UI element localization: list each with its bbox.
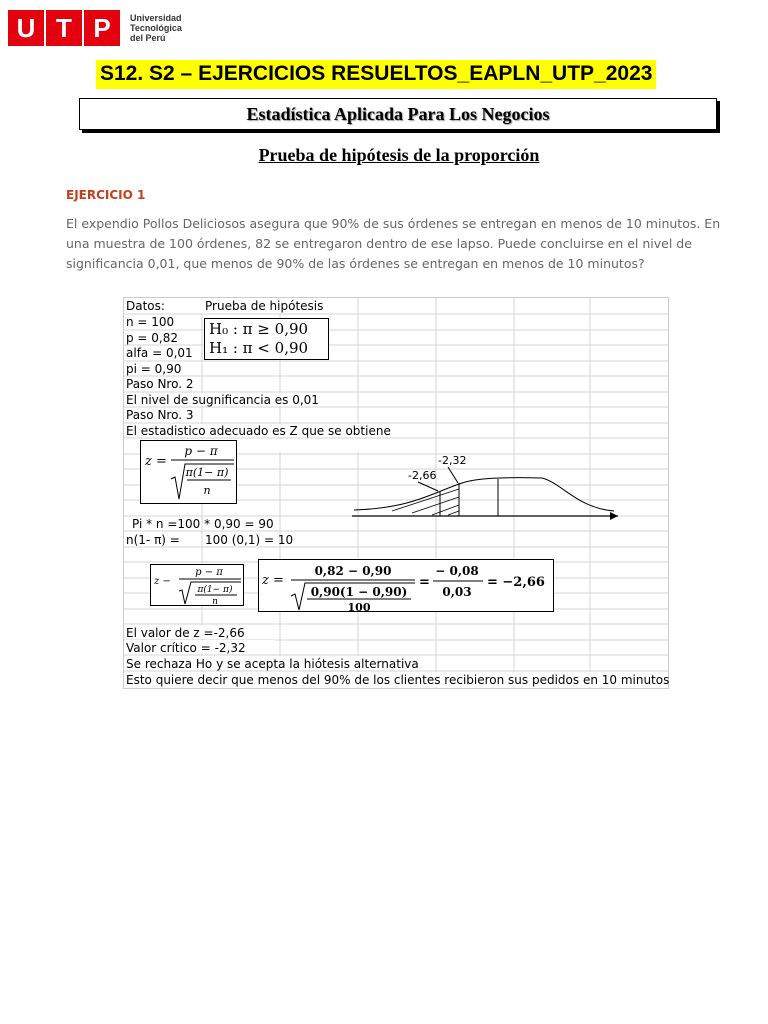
calc-result: = −2,66: [487, 575, 545, 590]
null-hypothesis: H₀ : π ≥ 0,90: [209, 320, 309, 338]
label-arrow-critical: [448, 467, 458, 483]
utp-logo: [8, 10, 182, 46]
cell-alfa: alfa = 0,01: [126, 346, 193, 360]
logo-letter-p: P: [84, 10, 120, 46]
curve-label-z: -2,66: [408, 469, 437, 482]
z-calculation-box: [258, 559, 554, 612]
cell-estadistico: El estadistico adecuado es Z que se obtiene: [126, 424, 391, 438]
curve-label-critical: -2,32: [438, 454, 467, 467]
alternative-hypothesis: H₁ : π < 0,90: [209, 339, 309, 357]
z-formula-denominator-n: n: [203, 484, 211, 497]
z-formula-small-n: n: [212, 597, 218, 607]
cell-n1pi: n(1- π) =: [126, 533, 180, 547]
svg-text:=: =: [419, 575, 430, 590]
cell-n1pi-value: 100 (0,1) = 10: [205, 533, 294, 547]
calc-denominator-inner: 0,90(1 − 0,90): [310, 585, 408, 599]
cell-nivel: El nivel de sugnificancia es 0,01: [126, 393, 319, 407]
z-formula-box-small: [150, 564, 244, 606]
z-formula-denominator-inner: π(1− π): [185, 466, 229, 479]
normal-curve-diagram: [352, 453, 632, 523]
cell-valor-z: El valor de z =-2,66: [126, 626, 245, 640]
course-title: Estadística Aplicada Para Los Negocios: [246, 103, 550, 124]
cell-pi-n: Pi * n =100 * 0,90 = 90: [132, 517, 274, 531]
cell-prueba: Prueba de hipótesis: [205, 299, 324, 313]
calc-fraction-numerator: − 0,08: [435, 564, 479, 578]
logo-letter-u: U: [8, 10, 44, 46]
z-formula-small-numerator: p − π: [195, 567, 223, 578]
calc-fraction-denominator: 0,03: [442, 585, 472, 599]
cell-conclusion: Esto quiere decir que menos del 90% de los clientes recibieron sus pedidos en 10 minutos: [126, 673, 670, 687]
z-formula-svg: [141, 441, 238, 505]
spreadsheet-solution: [123, 297, 669, 689]
normal-curve: [354, 478, 614, 511]
rejection-region-hatch: [392, 489, 459, 515]
logo-letter-t: T: [46, 10, 82, 46]
calc-denominator-n: 100: [347, 601, 371, 613]
z-formula-box: [140, 440, 237, 504]
z-calculation-svg: [259, 560, 555, 613]
cell-rechaza: Se rechaza Ho y se acepta la hiótesis alternativa: [126, 657, 419, 671]
logo-university-name: Universidad Tecnológica del Perú: [130, 13, 182, 43]
cell-n: n = 100: [126, 315, 175, 329]
z-formula-small-svg: [151, 565, 245, 607]
x-axis-arrow: [610, 512, 618, 520]
exercise-heading: EJERCICIO 1: [66, 188, 146, 202]
z-formula-small-lhs: z −: [154, 576, 171, 587]
exercise-statement: El expendio Pollos Deliciosos asegura que 90% de sus órdenes se entregan en menos de 10 minutos. En una muestra de 100 órdenes, 82 se entregaron dentro de ese lapso. Puede concluirse en el nivel de significancia 0,01, que menos de 90% de las órdenes se entregan en menos de 10 minutos?: [66, 216, 721, 271]
document-title: S12. S2 – EJERCICIOS RESUELTOS_EAPLN_UTP_2023: [96, 60, 656, 89]
calc-lhs: z =: [262, 573, 284, 588]
cell-pi: pi = 0,90: [126, 362, 182, 376]
z-formula-small-denominator: π(1− π): [197, 585, 233, 595]
cell-paso2: Paso Nro. 2: [126, 377, 194, 391]
label-arrow-z: [418, 482, 438, 491]
hypotheses-box: [204, 318, 329, 360]
course-title-box: [79, 98, 717, 130]
calc-numerator: 0,82 − 0,90: [314, 564, 392, 578]
z-formula-numerator: p − π: [184, 444, 218, 458]
cell-valor-critico: Valor crítico = -2,32: [126, 641, 246, 655]
cell-p: p = 0,82: [126, 331, 179, 345]
cell-paso3: Paso Nro. 3: [126, 408, 194, 422]
topic-title: Prueba de hipótesis de la proporción: [258, 145, 540, 165]
z-formula-lhs: z =: [145, 454, 167, 469]
cell-datos: Datos:: [126, 299, 165, 313]
